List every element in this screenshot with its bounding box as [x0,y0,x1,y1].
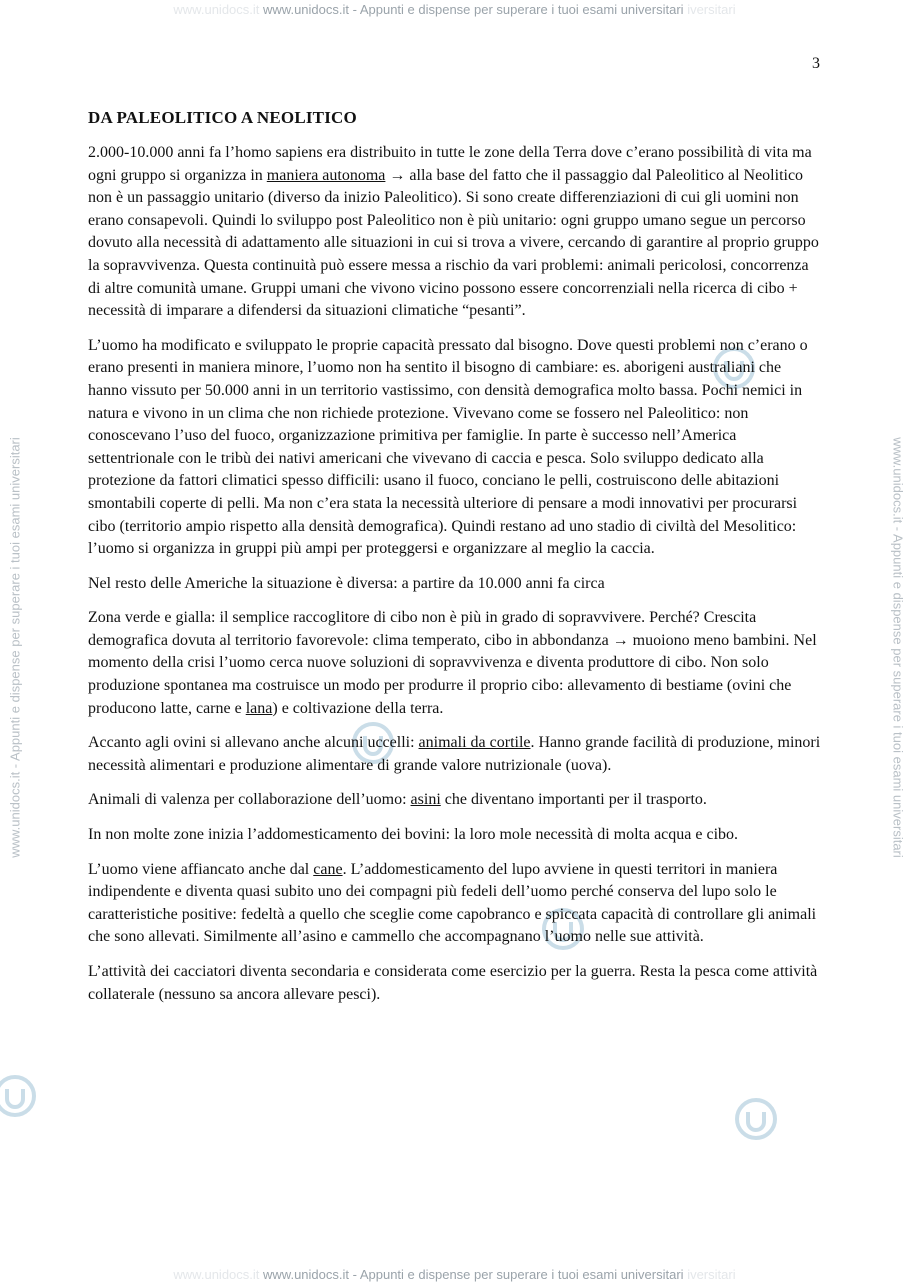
paragraph-1-text-a: 2.000-10.000 anni fa l’homo sapiens era distribuito in tutte le zone della Terra dove c’erano possibilità di vita ma ogni gruppo si organizza in [88,144,812,184]
paragraph-1 [88,142,823,323]
paragraph-6-text-a: Animali di valenza per collaborazione dell’uomo: [88,791,411,809]
paragraph-4-text-a: Zona verde e gialla: il semplice raccoglitore di cibo non è più in grado di sopravvivere. Perché? Crescita demografica dovuta al territorio favorevole: clima temperato, cibo in abbondanza → muoiono meno bambini. Nel momento della crisi l’uomo cerca nuove soluzioni di sopravvivenza e diventa produttore di cibo. Non solo produzione spontanea ma costruisce un modo per produrre il proprio cibo: allevamento di bestiame (ovini che producono latte, carne e [88,609,817,717]
paragraph-6-text-b: che diventano importanti per il trasporto. [440,791,707,809]
right-side-watermark: www.unidocs.it - Appunti e dispense per superare i tuoi esami universitari [890,437,906,858]
section-title: DA PALEOLITICO A NEOLITICO [88,108,357,127]
paragraph-4-text-b: ) e coltivazione della terra. [272,699,444,717]
paragraph-6 [88,789,823,812]
underlined-term: animali da cortile [418,734,531,752]
paragraph-5-text-b: . Hanno grande facilità di produzione, minori necessità alimentari e produzione alimentare di grande valore nutrizionale (uova). [88,734,821,774]
paragraph-8-text-a: L’uomo viene affiancato anche dal [88,860,314,878]
paragraph-7: In non molte zone inizia l’addomesticamento dei bovini: la loro mole necessità di molta acqua e cibo. [88,826,739,844]
unidocs-logo-icon [0,1073,38,1119]
paragraph-2: L’uomo ha modificato e sviluppato le proprie capacità pressato dal bisogno. Dove questi problemi non c’erano o erano presenti in maniera minore, l’uomo non ha sentito il bisogno di cambiare: es. aborigeni australiani che hanno vissuto per 50.000 anni in un territorio vastissimo, con densità demografica molto bassa. Pochi nemici in natura e vivono in un clima che non richiede protezione. Vivevano come se fossero nel Paleolitico: non conoscevano l’uso del fuoco, organizzazione primitiva per famiglie. In parte è successo nell’America settentrionale con le tribù dei nativi americani che vivevano di caccia e pesca. Solo sviluppo dedicato alla protezione da fattori climatici spesso difficili: usano il fuoco, conciano le pelli, costruiscono delle abitazioni smontabili coperte di pelli. Ma non c’era stata la necessità ulteriore di pensare a modi innovativi per procurarsi cibo (territorio ampio rispetto alla densità demografica). Quindi restano ad uno stadio di civiltà del Mesolitico: l’uomo si organizza in gruppi più ampi per proteggersi e organizzare al meglio la caccia. [88,336,808,558]
underlined-term: maniera autonoma [266,166,386,184]
paragraph-1-text-b: → alla base del fatto che il passaggio dal Paleolitico al Neolitico non è un passaggio unitario (diverso da inizio Paleolitico). Si sono create differenziazioni di cui gli uomini non erano consapevoli. Quindi lo sviluppo post Paleolitico non è più unitario: ogni gruppo umano segue un percorso dovuto alla necessità di adattamento alle situazioni in cui si trova a vivere, cercando di garantire al proprio gruppo la sopravvivenza. Questa continuità può essere messa a rischio da vari problemi: animali pericolosi, concorrenza di altre comunità umane. Gruppi umani che vivono vicino possono essere concorrenziali nella ricerca di cibo + necessità di imparare a difendersi da situazioni climatiche “pesanti”. [88,166,819,320]
footer-watermark [0,1267,909,1282]
watermark-ghost-suffix: iversitari [687,1267,736,1282]
paragraph-4 [88,607,823,720]
watermark-text: www.unidocs.it - Appunti e dispense per superare i tuoi esami universitari [263,1267,684,1282]
unidocs-logo-icon [733,1096,779,1142]
underlined-term: cane [313,860,343,878]
paragraph-5-text-a: Accanto agli ovini si allevano anche alcuni uccelli: [88,734,419,752]
left-side-watermark: www.unidocs.it - Appunti e dispense per superare i tuoi esami universitari [7,437,23,858]
watermark-ghost-suffix: iversitari [687,2,736,17]
paragraph-5 [88,732,823,777]
underlined-term: asini [410,791,441,809]
header-watermark [0,2,909,17]
watermark-text: www.unidocs.it - Appunti e dispense per superare i tuoi esami universitari [263,2,684,17]
page-number: 3 [812,55,820,72]
paragraph-3: Nel resto delle Americhe la situazione è diversa: a partire da 10.000 anni fa circa [88,574,605,592]
document-body [88,108,823,1018]
paragraph-8 [88,859,823,949]
watermark-ghost-prefix: www.unidocs.it [173,1267,260,1282]
watermark-ghost-prefix: www.unidocs.it [173,2,260,17]
paragraph-9: L’attività dei cacciatori diventa secondaria e considerata come esercizio per la guerra. Resta la pesca come attività collaterale (nessuno sa ancora allevare pesci). [88,963,818,1003]
underlined-term: lana [245,699,273,717]
paragraph-8-text-b: . L’addomesticamento del lupo avviene in questi territori in maniera indipendente e diventa quasi subito uno dei compagni più fedeli dell’uomo perché conserva del lupo solo le caratteristiche positive: fedeltà a quello che sceglie come capobranco e spiccata capacità di controllare gli animali che sono allevati. Similmente all’asino e cammello che accompagnano l’uomo nelle sue attività. [88,860,817,946]
